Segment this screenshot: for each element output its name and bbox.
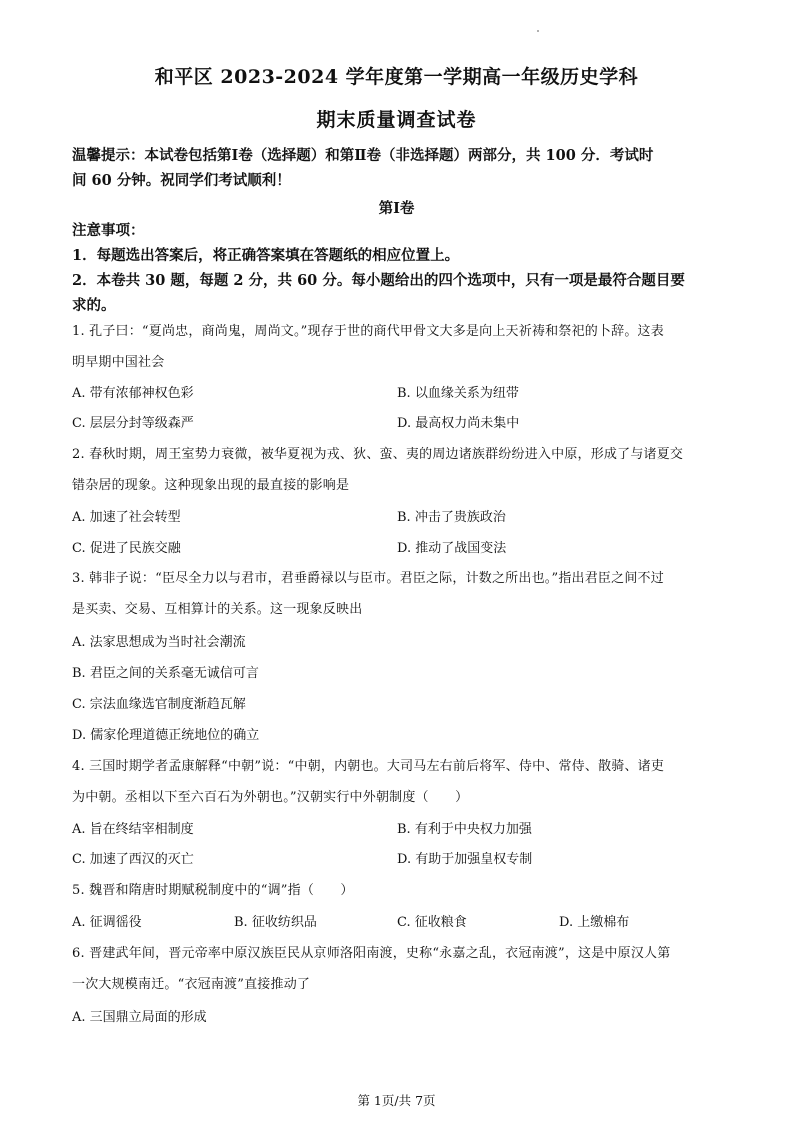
question-5-stem: 5. 魏晋和隋唐时期赋税制度中的“调”指（ ） [72, 883, 354, 898]
notice-line2: 间 60 分钟。祝同学们考试顺利！ [72, 172, 291, 189]
question-2-option-b: B. 冲击了贵族政治 [397, 510, 506, 525]
question-2-stem-line1: 2. 春秋时期，周王室势力衰微，被华夏视为戎、狄、蛮、夷的周边诸族群纷纷进入中原，形成了与诸夏交 [72, 447, 684, 462]
question-6-option-a: A. 三国鼎立局面的形成 [72, 1010, 207, 1025]
question-5-option-d: D. 上缴棉布 [559, 915, 630, 930]
question-2-stem-line2: 错杂居的现象。这种现象出现的最直接的影响是 [72, 478, 350, 493]
question-2-option-c: C. 促进了民族交融 [72, 541, 181, 556]
question-1-stem-line2: 明早期中国社会 [72, 355, 165, 370]
question-3-option-c: C. 宗法血缘选官制度渐趋瓦解 [72, 697, 246, 712]
question-4-option-d: D. 有助于加强皇权专制 [397, 852, 533, 867]
caution-label: 注意事项： [72, 222, 145, 239]
question-4-option-a: A. 旨在终结宰相制度 [72, 822, 194, 837]
question-1-option-a: A. 带有浓郁神权色彩 [72, 386, 194, 401]
question-5-option-a: A. 征调徭役 [72, 915, 142, 930]
page-number: 第 1页/共 7页 [357, 1093, 436, 1108]
rule-2-line1: 2．本卷共 30 题，每题 2 分，共 60 分。每小题给出的四个选项中，只有一项是最符合题目要 [72, 272, 685, 289]
question-4-stem-line2: 为中朝。丞相以下至六百石为外朝也。”汉朝实行中外朝制度（ ） [72, 790, 469, 805]
question-1-option-c: C. 层层分封等级森严 [72, 416, 194, 431]
question-4-stem-line1: 4. 三国时期学者孟康解释“中朝”说：“中朝，内朝也。大司马左右前后将军、侍中、常侍、散骑、诸吏 [72, 759, 665, 774]
question-1-stem-line1: 1. 孔子曰：“夏尚忠，商尚鬼，周尚文。”现存于世的商代甲骨文大多是向上天祈祷和祭祀的卜辞。这表 [72, 324, 664, 339]
question-3-option-d: D. 儒家伦理道德正统地位的确立 [72, 728, 260, 743]
question-2-option-d: D. 推动了战国变法 [397, 541, 507, 556]
question-4-option-b: B. 有利于中央权力加强 [397, 822, 532, 837]
question-2-option-a: A. 加速了社会转型 [72, 510, 181, 525]
rule-1: 1．每题选出答案后，将正确答案填在答题纸的相应位置上。 [72, 247, 460, 264]
question-6-stem-line1: 6. 晋建武年间，晋元帝率中原汉族臣民从京师洛阳南渡，史称“永嘉之乱，衣冠南渡”，这是中原汉人第 [72, 946, 671, 961]
exam-title-line1: 和平区 2023-2024 学年度第一学期高一年级历史学科 [154, 66, 639, 88]
question-6-stem-line2: 一次大规模南迁。“衣冠南渡”直接推动了 [72, 977, 311, 992]
question-3-stem-line2: 是买卖、交易、互相算计的关系。这一现象反映出 [72, 602, 363, 617]
rule-2-line2: 求的。 [72, 297, 116, 314]
scan-speck [537, 30, 539, 32]
question-5-option-c: C. 征收粮食 [397, 915, 467, 930]
section-title: 第Ⅰ卷 [378, 200, 415, 217]
question-4-option-c: C. 加速了西汉的灭亡 [72, 852, 194, 867]
question-1-option-b: B. 以血缘关系为纽带 [397, 386, 519, 401]
question-5-option-b: B. 征收纺织品 [234, 915, 317, 930]
question-3-option-a: A. 法家思想成为当时社会潮流 [72, 635, 246, 650]
question-1-option-d: D. 最高权力尚未集中 [397, 416, 520, 431]
question-3-stem-line1: 3. 韩非子说：“臣尽全力以与君市，君垂爵禄以与臣市。君臣之际，计数之所出也。”指出君臣之间不过 [72, 571, 664, 586]
exam-title-line2: 期末质量调查试卷 [316, 109, 477, 131]
question-3-option-b: B. 君臣之间的关系毫无诚信可言 [72, 666, 259, 681]
notice-line1: 温馨提示：本试卷包括第Ⅰ卷（选择题）和第Ⅱ卷（非选择题）两部分，共 100 分．考试时 [72, 147, 654, 164]
